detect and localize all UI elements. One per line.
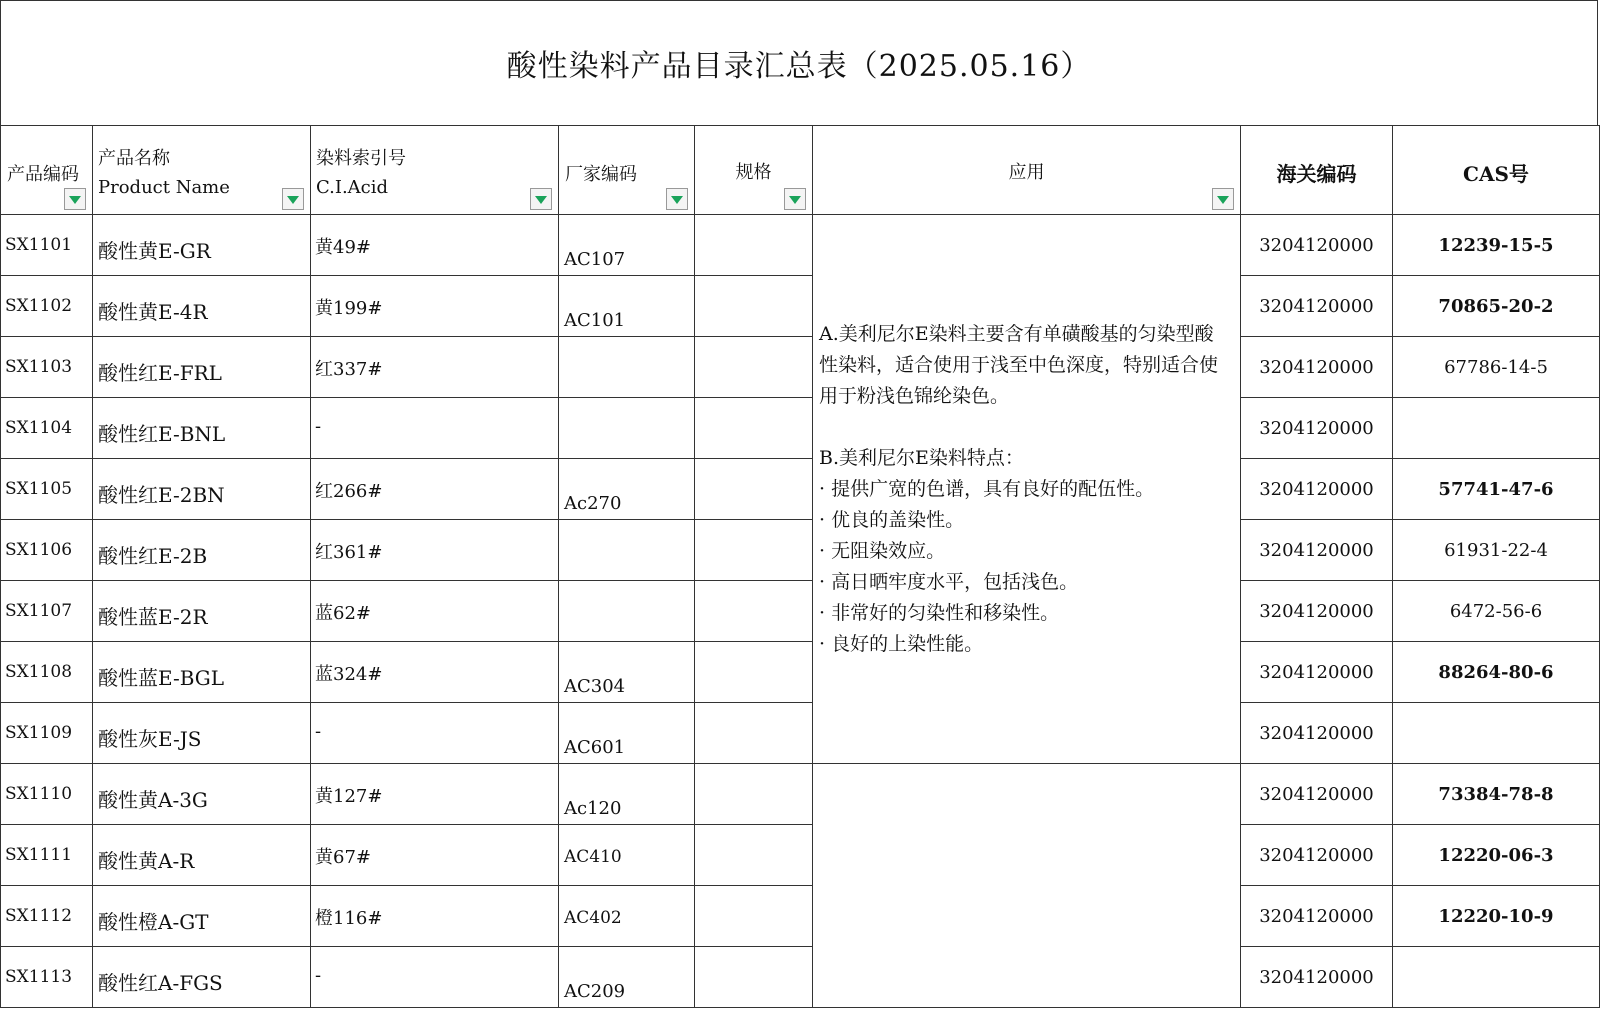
cell-code-text: SX1104	[5, 418, 73, 438]
header-cas-label: CAS号	[1463, 162, 1529, 186]
cell-hs[interactable]	[1241, 642, 1393, 703]
table-row	[1, 276, 1600, 337]
header-code-label: 产品编码	[7, 164, 79, 185]
cell-ci[interactable]	[311, 886, 559, 947]
cell-mfr[interactable]	[559, 398, 695, 459]
cell-spec[interactable]	[695, 642, 813, 703]
cell-ci-text: 红266#	[315, 481, 383, 502]
cell-hs[interactable]	[1241, 703, 1393, 764]
cell-code[interactable]	[1, 398, 93, 459]
cell-code-text: SX1106	[5, 540, 73, 560]
cell-name-text: 酸性红E-2BN	[98, 483, 225, 507]
header-ci-cn: 染料索引号	[316, 148, 406, 169]
cell-cas[interactable]	[1393, 215, 1600, 276]
filter-dropdown-icon[interactable]	[784, 188, 806, 210]
cell-name[interactable]	[93, 459, 311, 520]
cell-name[interactable]	[93, 947, 311, 1008]
cell-mfr-text: AC209	[564, 981, 626, 1002]
cell-ci-text: 橙116#	[315, 908, 383, 929]
cell-mfr[interactable]	[559, 337, 695, 398]
cell-hs-text: 3204120000	[1259, 662, 1374, 683]
cell-ci-text: 黄67#	[315, 847, 371, 868]
table-body	[1, 215, 1600, 1008]
cell-cas[interactable]	[1393, 642, 1600, 703]
header-mfr-label: 厂家编码	[565, 164, 637, 185]
cell-spec[interactable]	[695, 337, 813, 398]
cell-code[interactable]	[1, 886, 93, 947]
cell-name-text: 酸性蓝E-BGL	[98, 666, 225, 690]
application-point: · 高日晒牢度水平，包括浅色。	[819, 570, 1079, 593]
cell-mfr[interactable]	[559, 703, 695, 764]
cell-hs-text: 3204120000	[1259, 479, 1374, 500]
table-row	[1, 886, 1600, 947]
cell-name-text: 酸性红A-FGS	[98, 971, 223, 995]
cell-mfr-text: AC601	[564, 737, 626, 758]
cell-spec[interactable]	[695, 276, 813, 337]
header-code[interactable]	[1, 126, 93, 215]
cell-cas-text: 61931-22-4	[1444, 540, 1548, 561]
cell-ci[interactable]	[311, 825, 559, 886]
cell-code-text: SX1102	[5, 296, 73, 316]
cell-hs-text: 3204120000	[1259, 845, 1374, 866]
cell-name[interactable]	[93, 825, 311, 886]
cell-cas-text: 12220-10-9	[1438, 906, 1554, 927]
cell-code-text: SX1110	[5, 784, 73, 804]
filter-dropdown-icon[interactable]	[64, 188, 86, 210]
cell-hs-text: 3204120000	[1259, 540, 1374, 561]
page-title: 酸性染料产品目录汇总表（2025.05.16）	[506, 49, 1092, 84]
cell-hs-text: 3204120000	[1259, 357, 1374, 378]
application-a-text: A.美利尼尔E染料主要含有单磺酸基的匀染型酸性染料，适合使用于浅至中色深度，特别适合使用于粉浅色锦纶染色。	[819, 322, 1219, 407]
header-ci-en: C.I.Acid	[316, 177, 389, 198]
cell-mfr[interactable]	[559, 215, 695, 276]
cell-hs[interactable]	[1241, 337, 1393, 398]
table-row	[1, 581, 1600, 642]
cell-mfr-text: AC304	[564, 676, 626, 697]
cell-code-text: SX1113	[5, 967, 73, 987]
cell-name-text: 酸性红E-2B	[98, 544, 208, 568]
cell-name-text: 酸性橙A-GT	[98, 910, 209, 934]
cell-ci[interactable]	[311, 764, 559, 825]
cell-spec[interactable]	[695, 581, 813, 642]
cell-spec[interactable]	[695, 764, 813, 825]
application-point: · 优良的盖染性。	[819, 508, 965, 531]
cell-name[interactable]	[93, 337, 311, 398]
cell-ci-text: -	[315, 721, 322, 742]
cell-hs[interactable]	[1241, 886, 1393, 947]
cell-ci-text: 红337#	[315, 359, 383, 380]
table-row	[1, 642, 1600, 703]
cell-hs-text: 3204120000	[1259, 906, 1374, 927]
cell-spec[interactable]	[695, 703, 813, 764]
cell-code[interactable]	[1, 703, 93, 764]
cell-spec[interactable]	[695, 520, 813, 581]
cell-mfr[interactable]	[559, 947, 695, 1008]
cell-cas-text: 70865-20-2	[1438, 296, 1554, 317]
header-hs[interactable]	[1241, 126, 1393, 215]
header-row	[1, 126, 1600, 215]
header-name-en: Product Name	[98, 177, 230, 198]
cell-mfr[interactable]	[559, 642, 695, 703]
cell-cas[interactable]	[1393, 825, 1600, 886]
cell-cas[interactable]	[1393, 398, 1600, 459]
cell-spec[interactable]	[695, 398, 813, 459]
cell-cas[interactable]	[1393, 764, 1600, 825]
cell-ci-text: -	[315, 416, 322, 437]
cell-cas-text: 88264-80-6	[1438, 662, 1554, 683]
filter-dropdown-icon[interactable]	[282, 188, 304, 210]
cell-cas-text: 12239-15-5	[1438, 235, 1554, 256]
cell-code-text: SX1112	[5, 906, 73, 926]
title-cell[interactable]	[0, 0, 1598, 125]
cell-ci[interactable]	[311, 642, 559, 703]
cell-name-text: 酸性黄A-3G	[98, 788, 208, 812]
cell-spec[interactable]	[695, 215, 813, 276]
cell-ci[interactable]	[311, 276, 559, 337]
header-app[interactable]	[813, 126, 1241, 215]
cell-hs[interactable]	[1241, 764, 1393, 825]
cell-code-text: SX1108	[5, 662, 73, 682]
cell-cas-text	[1393, 398, 1599, 418]
cell-mfr-text: AC410	[564, 847, 622, 867]
table-row	[1, 215, 1600, 276]
cell-cas[interactable]	[1393, 703, 1600, 764]
cell-code-text: SX1107	[5, 601, 73, 621]
cell-spec[interactable]	[695, 886, 813, 947]
cell-code[interactable]	[1, 825, 93, 886]
cell-code[interactable]	[1, 642, 93, 703]
application-point: · 无阻染效应。	[819, 539, 946, 562]
cell-mfr-text	[559, 520, 694, 554]
application-b-title: B.美利尼尔E染料特点：	[819, 446, 1024, 469]
cell-cas-text: 6472-56-6	[1449, 601, 1543, 622]
header-name[interactable]	[93, 126, 311, 215]
cell-cas-text: 12220-06-3	[1438, 845, 1554, 866]
cell-name-text: 酸性灰E-JS	[98, 727, 202, 751]
table-row	[1, 398, 1600, 459]
cell-code[interactable]	[1, 581, 93, 642]
cell-application-a[interactable]	[813, 764, 1241, 1008]
header-ci[interactable]	[311, 126, 559, 215]
cell-ci-text: 蓝324#	[315, 664, 383, 685]
cell-code[interactable]	[1, 337, 93, 398]
cell-mfr-text: AC107	[564, 249, 626, 270]
cell-code-text: SX1103	[5, 357, 73, 377]
filter-dropdown-icon[interactable]	[1212, 188, 1234, 210]
header-name-cn: 产品名称	[98, 148, 170, 169]
filter-dropdown-icon[interactable]	[530, 188, 552, 210]
cell-name[interactable]	[93, 581, 311, 642]
cell-hs-text: 3204120000	[1259, 418, 1374, 439]
cell-cas-text: 67786-14-5	[1444, 357, 1548, 378]
cell-mfr-text: Ac270	[564, 493, 622, 514]
cell-ci-text: 红361#	[315, 542, 383, 563]
product-table	[0, 125, 1600, 1008]
cell-ci[interactable]	[311, 398, 559, 459]
cell-name-text: 酸性红E-FRL	[98, 361, 222, 385]
cell-hs-text: 3204120000	[1259, 967, 1374, 988]
cell-cas-text	[1393, 703, 1599, 723]
cell-cas-text	[1393, 947, 1599, 967]
cell-mfr[interactable]	[559, 276, 695, 337]
header-spec-label: 规格	[735, 162, 772, 183]
table-row	[1, 764, 1600, 825]
cell-hs[interactable]	[1241, 825, 1393, 886]
cell-code-text: SX1111	[5, 845, 73, 865]
cell-cas[interactable]	[1393, 459, 1600, 520]
table-row	[1, 825, 1600, 886]
cell-spec[interactable]	[695, 459, 813, 520]
cell-code[interactable]	[1, 215, 93, 276]
cell-mfr[interactable]	[559, 764, 695, 825]
cell-hs[interactable]	[1241, 215, 1393, 276]
application-point: · 提供广宽的色谱，具有良好的配伍性。	[819, 477, 1155, 500]
cell-name[interactable]	[93, 886, 311, 947]
cell-code[interactable]	[1, 947, 93, 1008]
header-mfr[interactable]	[559, 126, 695, 215]
cell-mfr-text	[559, 337, 694, 371]
cell-hs-text: 3204120000	[1259, 784, 1374, 805]
table-row	[1, 947, 1600, 1008]
cell-name-text: 酸性黄E-4R	[98, 300, 208, 324]
table-row	[1, 337, 1600, 398]
cell-code-text: SX1109	[5, 723, 73, 743]
cell-mfr[interactable]	[559, 459, 695, 520]
cell-code[interactable]	[1, 459, 93, 520]
cell-name[interactable]	[93, 703, 311, 764]
cell-code[interactable]	[1, 520, 93, 581]
filter-dropdown-icon[interactable]	[666, 188, 688, 210]
cell-hs-text: 3204120000	[1259, 601, 1374, 622]
cell-name[interactable]	[93, 276, 311, 337]
cell-ci-text: 黄127#	[315, 786, 383, 807]
cell-cas[interactable]	[1393, 337, 1600, 398]
cell-ci[interactable]	[311, 703, 559, 764]
cell-code-text: SX1101	[5, 235, 73, 255]
header-hs-label: 海关编码	[1276, 162, 1357, 186]
cell-mfr-text	[559, 398, 694, 432]
cell-cas[interactable]	[1393, 886, 1600, 947]
cell-name[interactable]	[93, 520, 311, 581]
cell-mfr-text: AC101	[564, 310, 626, 331]
cell-ci[interactable]	[311, 337, 559, 398]
cell-hs[interactable]	[1241, 459, 1393, 520]
cell-mfr[interactable]	[559, 520, 695, 581]
cell-hs-text: 3204120000	[1259, 296, 1374, 317]
header-app-label: 应用	[1008, 162, 1045, 183]
cell-hs[interactable]	[1241, 581, 1393, 642]
cell-ci[interactable]	[311, 520, 559, 581]
cell-code-text: SX1105	[5, 479, 73, 499]
cell-application-e[interactable]	[813, 215, 1241, 764]
cell-mfr-text	[559, 581, 694, 615]
cell-code[interactable]	[1, 276, 93, 337]
cell-cas[interactable]	[1393, 581, 1600, 642]
cell-mfr-text: AC402	[564, 908, 622, 928]
cell-cas[interactable]	[1393, 520, 1600, 581]
cell-mfr[interactable]	[559, 581, 695, 642]
cell-ci-text: -	[315, 965, 322, 986]
cell-ci[interactable]	[311, 581, 559, 642]
cell-name-text: 酸性黄E-GR	[98, 239, 211, 263]
cell-cas[interactable]	[1393, 276, 1600, 337]
cell-ci[interactable]	[311, 459, 559, 520]
spacer	[819, 412, 1232, 443]
cell-hs[interactable]	[1241, 947, 1393, 1008]
table-row	[1, 703, 1600, 764]
cell-hs-text: 3204120000	[1259, 723, 1374, 744]
cell-hs[interactable]	[1241, 276, 1393, 337]
cell-ci[interactable]	[311, 215, 559, 276]
cell-name-text: 酸性黄A-R	[98, 849, 195, 873]
cell-cas-text: 57741-47-6	[1438, 479, 1554, 500]
header-spec[interactable]	[695, 126, 813, 215]
cell-ci-text: 黄49#	[315, 237, 371, 258]
application-point: · 良好的上染性能。	[819, 632, 984, 655]
cell-mfr[interactable]	[559, 825, 695, 886]
cell-hs[interactable]	[1241, 398, 1393, 459]
cell-hs[interactable]	[1241, 520, 1393, 581]
cell-name-text: 酸性红E-BNL	[98, 422, 226, 446]
table-row	[1, 520, 1600, 581]
cell-name[interactable]	[93, 642, 311, 703]
cell-name[interactable]	[93, 398, 311, 459]
cell-ci-text: 黄199#	[315, 298, 383, 319]
cell-cas[interactable]	[1393, 947, 1600, 1008]
cell-code[interactable]	[1, 764, 93, 825]
application-point: · 非常好的匀染性和移染性。	[819, 601, 1060, 624]
cell-ci-text: 蓝62#	[315, 603, 371, 624]
cell-spec[interactable]	[695, 947, 813, 1008]
cell-ci[interactable]	[311, 947, 559, 1008]
cell-mfr[interactable]	[559, 886, 695, 947]
cell-spec[interactable]	[695, 825, 813, 886]
cell-hs-text: 3204120000	[1259, 235, 1374, 256]
cell-cas-text: 73384-78-8	[1438, 784, 1554, 805]
cell-mfr-text: Ac120	[564, 798, 622, 819]
cell-name[interactable]	[93, 215, 311, 276]
cell-name-text: 酸性蓝E-2R	[98, 605, 208, 629]
table-row	[1, 459, 1600, 520]
cell-name[interactable]	[93, 764, 311, 825]
header-cas[interactable]	[1393, 126, 1600, 215]
